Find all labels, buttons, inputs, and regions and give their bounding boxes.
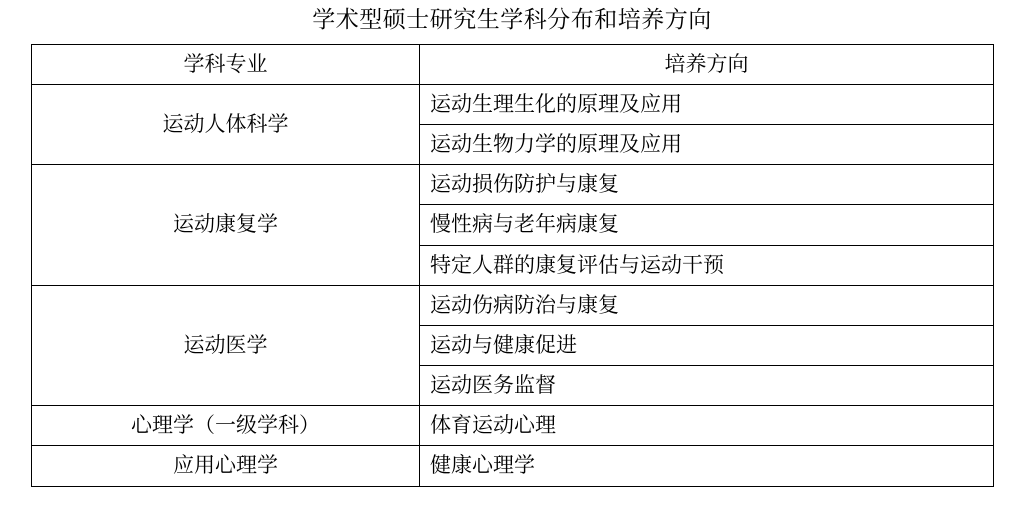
direction-cell: 运动医务监督 — [420, 366, 994, 406]
page-title: 学术型硕士研究生学科分布和培养方向 — [312, 7, 712, 32]
direction-cell: 运动与健康促进 — [420, 325, 994, 365]
table-row — [32, 285, 994, 325]
table-row — [32, 84, 994, 124]
direction-cell: 健康心理学 — [420, 446, 994, 486]
table-header-row — [32, 44, 994, 84]
discipline-distribution-table — [31, 44, 994, 487]
table-body — [32, 84, 994, 486]
direction-cell: 慢性病与老年病康复 — [420, 205, 994, 245]
direction-cell: 体育运动心理 — [420, 406, 994, 446]
table-header — [32, 44, 994, 84]
direction-cell: 特定人群的康复评估与运动干预 — [420, 245, 994, 285]
table-container — [0, 44, 1024, 487]
major-cell: 心理学（一级学科） — [32, 406, 420, 446]
major-cell: 运动康复学 — [32, 165, 420, 286]
table-row — [32, 165, 994, 205]
table-row — [32, 406, 994, 446]
major-cell: 应用心理学 — [32, 446, 420, 486]
direction-cell: 运动生物力学的原理及应用 — [420, 124, 994, 164]
direction-cell: 运动伤病防治与康复 — [420, 285, 994, 325]
direction-cell: 运动生理生化的原理及应用 — [420, 84, 994, 124]
direction-cell: 运动损伤防护与康复 — [420, 165, 994, 205]
major-cell: 运动人体科学 — [32, 84, 420, 164]
column-header-major: 学科专业 — [32, 44, 420, 84]
major-cell: 运动医学 — [32, 285, 420, 406]
table-row — [32, 446, 994, 486]
column-header-direction: 培养方向 — [420, 44, 994, 84]
